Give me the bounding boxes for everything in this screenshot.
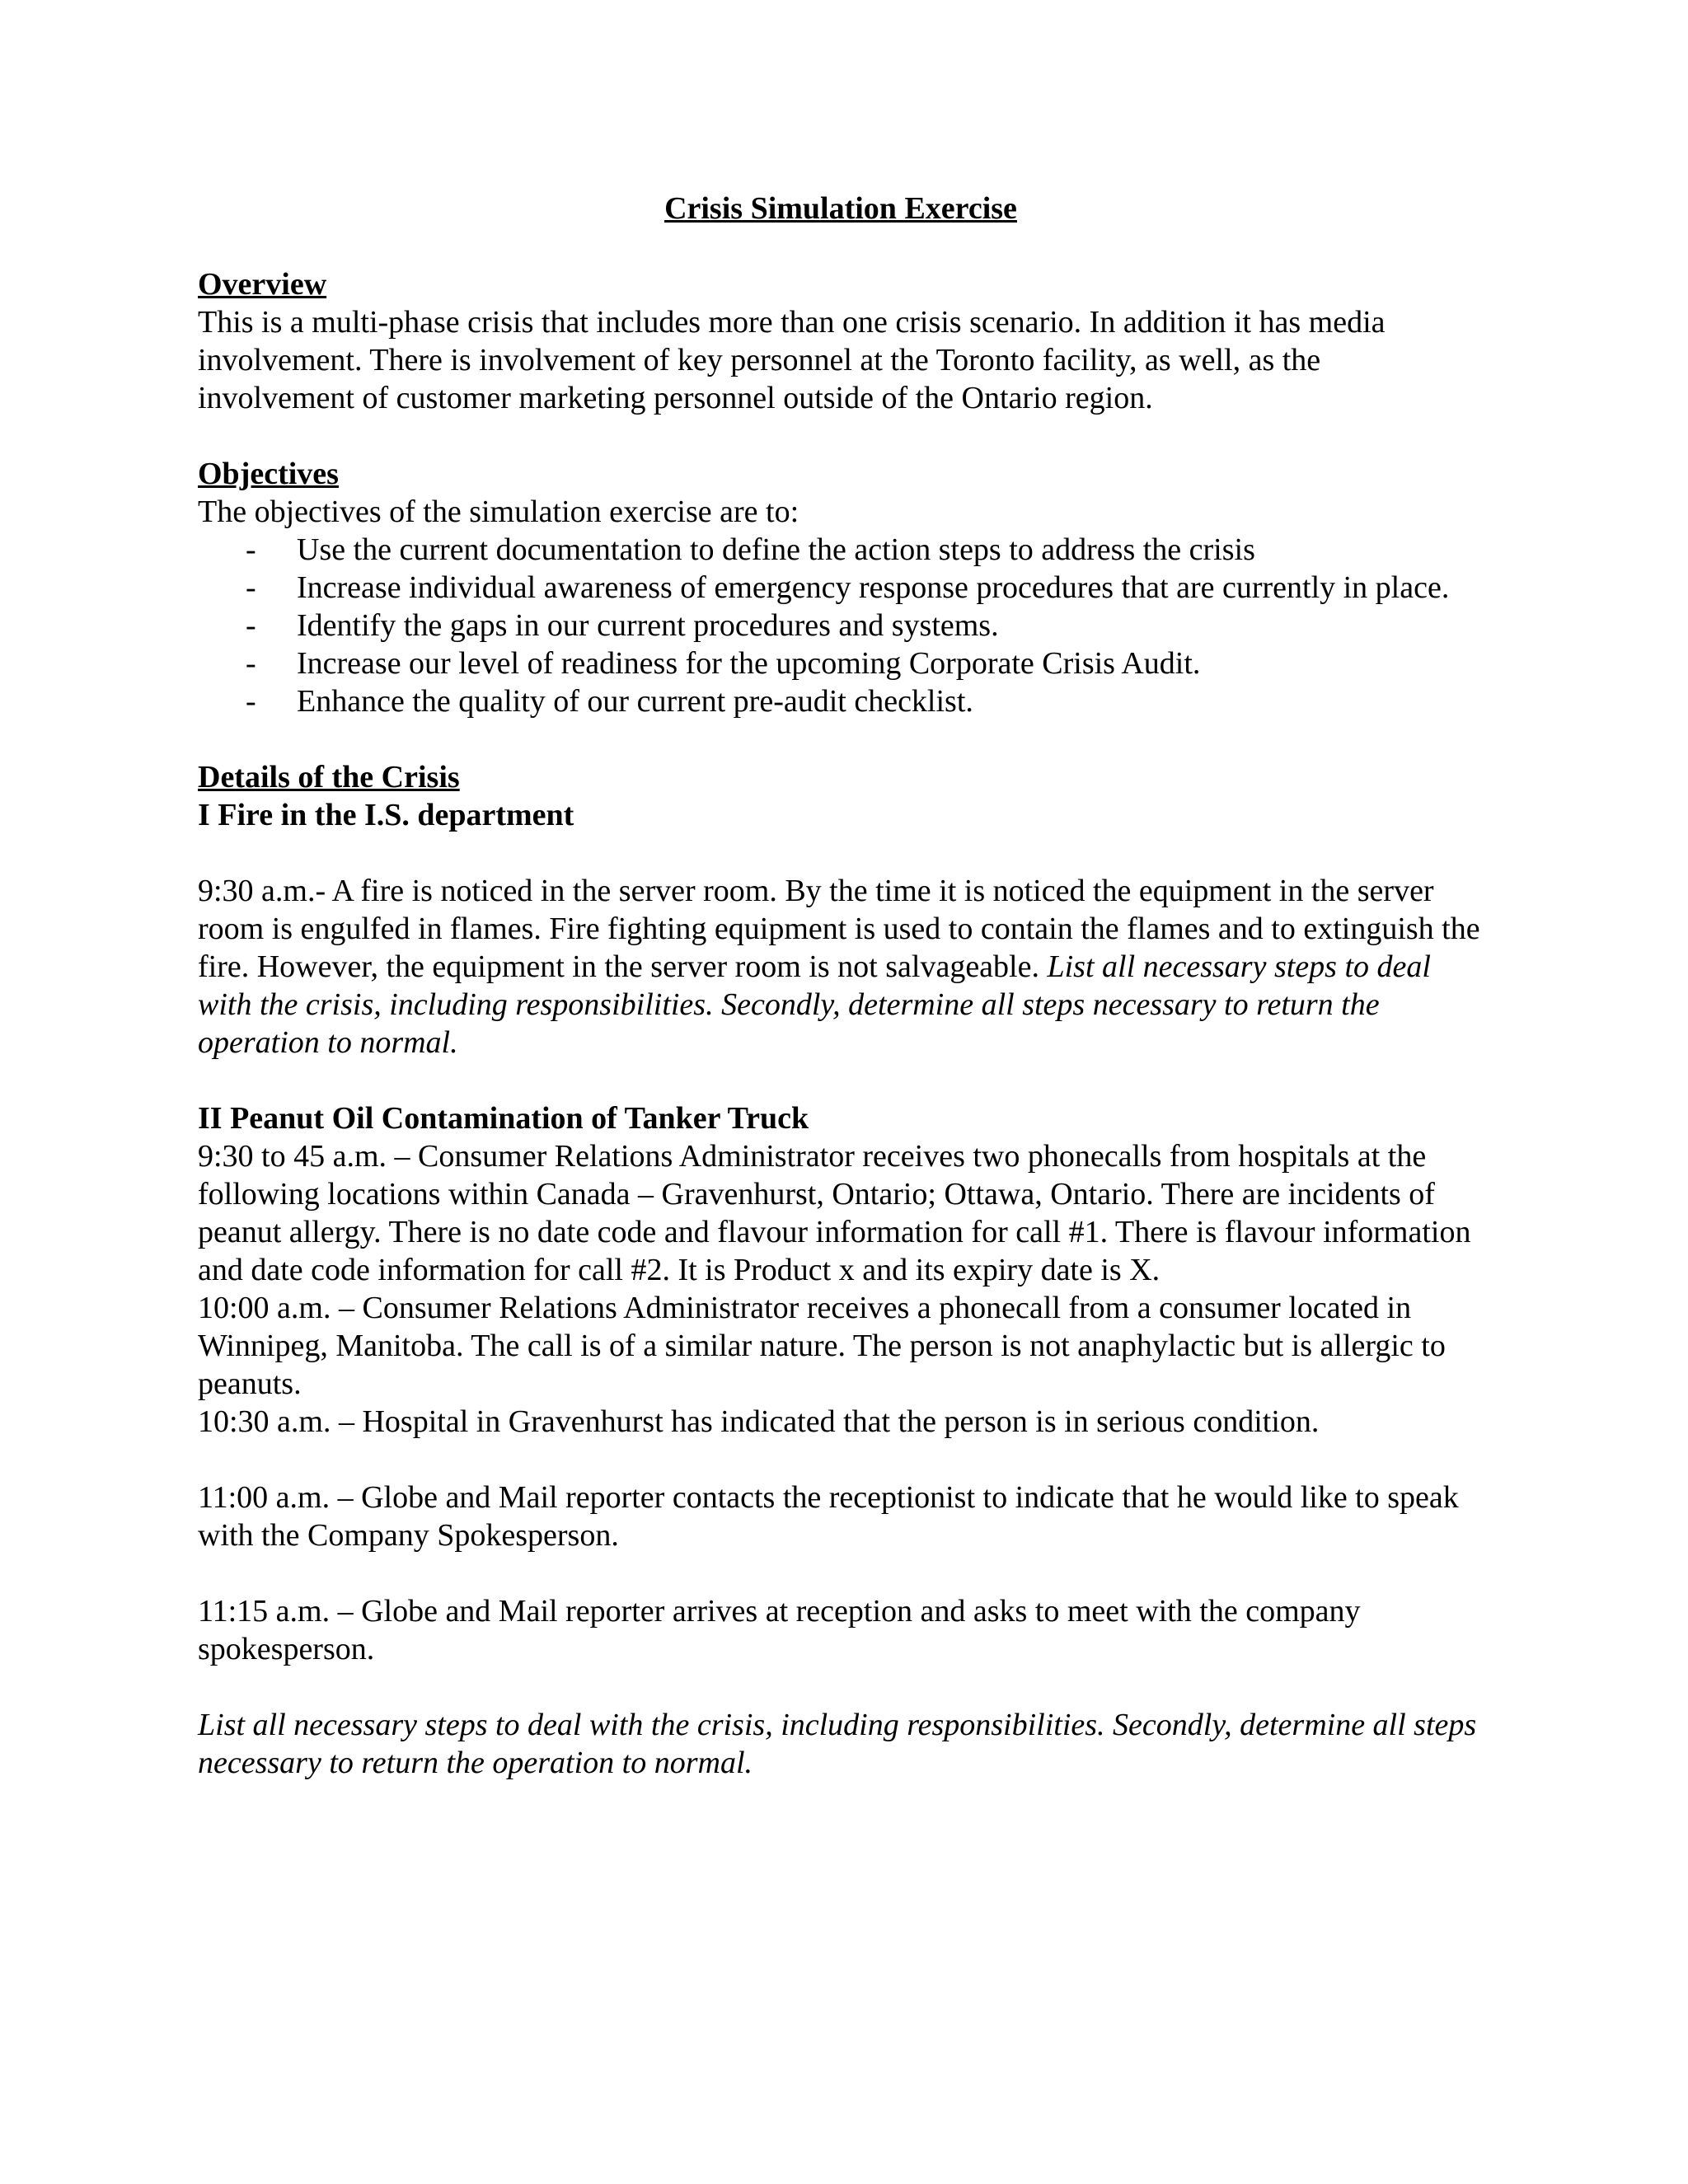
objective-item <box>198 569 1484 607</box>
timeline-entry: 11:15 a.m. – Globe and Mail reporter arrives at reception and asks to meet with the company spokesperson. <box>198 1594 1361 1666</box>
timeline-entry: 10:00 a.m. – Consumer Relations Administrator receives a phonecall from a consumer located in Winnipeg, Manitoba. The call is of a similar nature. The person is not anaphylactic but is allergic to peanuts. <box>198 1291 1446 1401</box>
timeline-entry: 9:30 to 45 a.m. – Consumer Relations Administrator receives two phonecalls from hospitals at the following locations within Canada – Gravenhurst, Ontario; Ottawa, Ontario. There are incidents of peanut allergy. There is no date code and flavour information for call #1. There is flavour information and date code information for call #2. It is Product x and its expiry date is X. <box>198 1139 1471 1287</box>
timeline-entry: 10:30 a.m. – Hospital in Gravenhurst has indicated that the person is in serious condition. <box>198 1404 1320 1439</box>
objectives-intro: The objectives of the simulation exercise are to: <box>198 494 799 529</box>
objective-text: Increase individual awareness of emergency response procedures that are currently in place. <box>297 570 1450 605</box>
overview-heading: Overview <box>198 267 327 302</box>
section-fire-text: 9:30 a.m.- A fire is noticed in the server room. By the time it is noticed the equipment in the server room is engulfed in flames. Fire fighting equipment is used to contain the flames and to extinguish the fire. However, the equipment in the server room is not salvageable. <box>198 874 1480 984</box>
bullet-dash: - <box>246 684 256 719</box>
spacer <box>198 834 1484 872</box>
objective-text: Use the current documentation to define the action steps to address the crisis <box>297 532 1255 567</box>
spacer <box>198 1554 1484 1592</box>
objective-item <box>198 682 1484 720</box>
section-fire-instruction: List all necessary steps to deal with the crisis, including responsibilities. Secondly, determine all steps necessary to return the operation to normal. <box>198 949 1431 1060</box>
overview-text: This is a multi-phase crisis that includes more than one crisis scenario. In addition it has media involvement. There is involvement of key personnel at the Toronto facility, as well, as the involvement of customer marketing personnel outside of the Ontario region. <box>198 305 1386 415</box>
document-page <box>198 190 1484 1782</box>
section-fire-body <box>198 872 1484 1062</box>
objectives-heading: Objectives <box>198 457 339 491</box>
spacer <box>198 720 1484 758</box>
section-fire-title: I Fire in the I.S. department <box>198 798 574 832</box>
bullet-dash: - <box>246 532 256 567</box>
section-peanut-instruction: List all necessary steps to deal with the crisis, including responsibilities. Secondly, determine all steps necessary to return the operation to normal. <box>198 1708 1477 1780</box>
spacer <box>198 1441 1484 1479</box>
spacer <box>198 1062 1484 1099</box>
details-heading: Details of the Crisis <box>198 760 460 794</box>
bullet-dash: - <box>246 570 256 605</box>
objective-text: Enhance the quality of our current pre-audit checklist. <box>297 684 973 719</box>
objective-text: Increase our level of readiness for the upcoming Corporate Crisis Audit. <box>297 646 1201 681</box>
document-title: Crisis Simulation Exercise <box>664 191 1017 226</box>
bullet-dash: - <box>246 646 256 681</box>
spacer <box>198 417 1484 455</box>
objective-item <box>198 607 1484 644</box>
section-peanut-title: II Peanut Oil Contamination of Tanker Truck <box>198 1101 809 1136</box>
objectives-list <box>198 531 1484 720</box>
bullet-dash: - <box>246 608 256 643</box>
objective-item <box>198 644 1484 682</box>
spacer <box>198 1668 1484 1706</box>
objective-item <box>198 531 1484 569</box>
objective-text: Identify the gaps in our current procedures and systems. <box>297 608 999 643</box>
timeline-entry: 11:00 a.m. – Globe and Mail reporter contacts the receptionist to indicate that he would like to speak with the Company Spokesperson. <box>198 1480 1459 1553</box>
